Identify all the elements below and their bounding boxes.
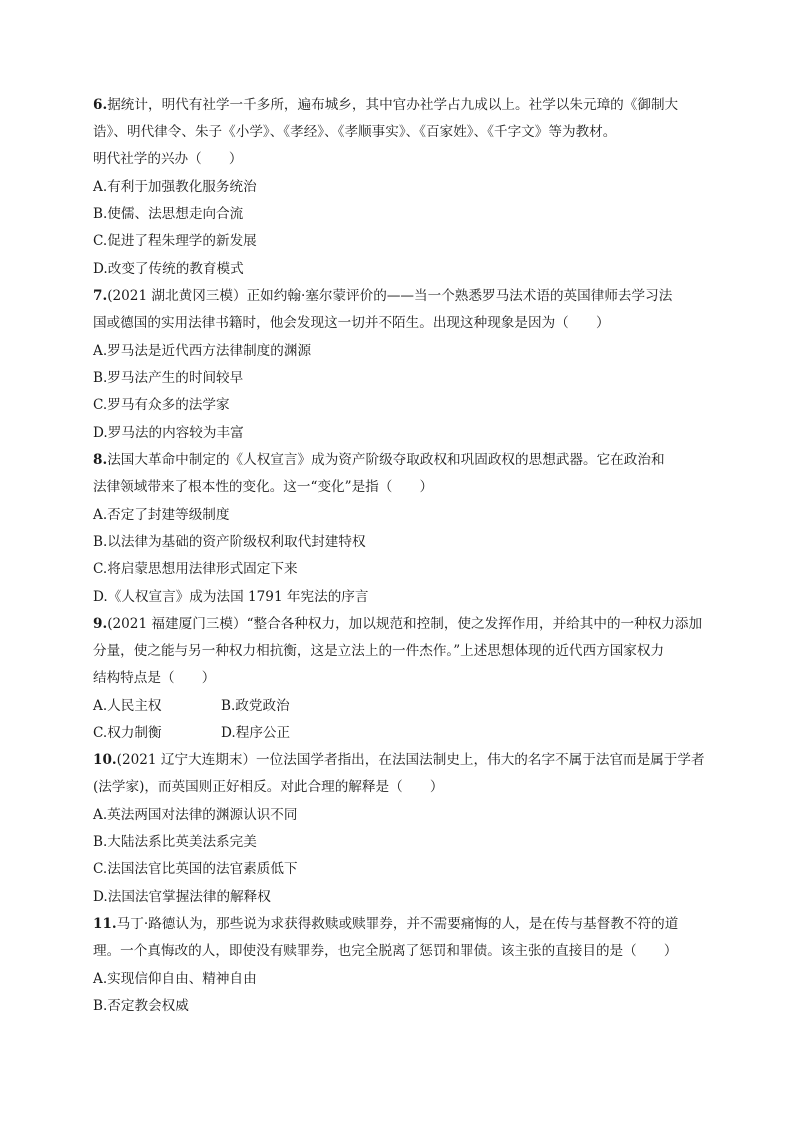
question-number: 11. xyxy=(93,916,117,932)
option-6c: C.促进了程朱理学的新发展 xyxy=(93,233,257,249)
question-number: 6. xyxy=(93,97,108,113)
option-8a: A.否定了封建等级制度 xyxy=(93,507,230,523)
question-11-line-2: 理。一个真悔改的人，即使没有赎罪券，也完全脱离了惩罚和罪债。该主张的直接目的是（ ） xyxy=(93,943,678,959)
question-11-line-1 xyxy=(93,914,714,934)
option-11b: B.否定教会权威 xyxy=(93,998,189,1014)
question-10-line-1 xyxy=(93,750,714,770)
question-9-line-1 xyxy=(93,614,714,634)
option-9c: C.权力制衡 xyxy=(93,725,162,741)
option-row-9-cd xyxy=(93,723,714,743)
option-8d: D.《人权宣言》成为法国 1791 年宪法的序言 xyxy=(93,589,369,605)
option-10a: A.英法两国对法律的渊源认识不同 xyxy=(93,807,298,823)
question-6-line-1 xyxy=(93,95,714,115)
option-8c: C.将启蒙思想用法律形式固定下来 xyxy=(93,561,298,577)
question-9-line-3: 结构特点是（ ） xyxy=(93,670,216,686)
question-10-line-2: (法学家)，而英国则正好相反。对此合理的解释是（ ） xyxy=(93,779,444,795)
question-text: 法国大革命中制定的《人权宣言》成为资产阶级夺取政权和巩固政权的思想武器。它在政治和 xyxy=(107,452,665,468)
option-7a: A.罗马法是近代西方法律制度的渊源 xyxy=(93,343,312,359)
question-7-line-1 xyxy=(93,286,714,306)
option-7c: C.罗马有众多的法学家 xyxy=(93,397,230,413)
option-11a: A.实现信仰自由、精神自由 xyxy=(93,971,257,987)
question-number: 7. xyxy=(93,288,108,304)
question-8-line-2: 法律领域带来了根本性的变化。这一“变化”是指（ ） xyxy=(93,479,434,495)
question-number: 8. xyxy=(93,452,108,468)
option-6d: D.改变了传统的教育模式 xyxy=(93,261,244,277)
question-7-line-2: 国或德国的实用法律书籍时，他会发现这一切并不陌生。出现这种现象是因为（ ） xyxy=(93,315,610,331)
option-9b: B.政党政治 xyxy=(221,698,290,714)
option-9a: A.人民主权 xyxy=(93,698,162,714)
option-10b: B.大陆法系比英美法系完美 xyxy=(93,834,257,850)
option-8b: B.以法律为基础的资产阶级权利取代封建特权 xyxy=(93,534,366,550)
option-7d: D.罗马法的内容较为丰富 xyxy=(93,425,244,441)
question-8-line-1 xyxy=(93,450,714,470)
question-text: 马丁·路德认为，那些说为求获得救赎或赎罪券，并不需要痛悔的人，是在传与基督教不符的道 xyxy=(116,916,679,932)
option-10c: C.法国法官比英国的法官素质低下 xyxy=(93,861,298,877)
question-text: (2021 湖北黄冈三模）正如约翰·塞尔蒙评价的——当一个熟悉罗马法术语的英国律师去学习法 xyxy=(107,288,673,304)
question-number: 9. xyxy=(93,616,108,632)
option-6a: A.有利于加强教化服务统治 xyxy=(93,179,257,195)
option-9d: D.程序公正 xyxy=(221,725,291,741)
question-text: (2021 福建厦门三模）“整合各种权力，加以规范和控制，使之发挥作用，并给其中的一种权力添加 xyxy=(107,616,703,632)
question-6-line-2: 诰》、明代律令、朱子《小学》、《孝经》、《孝顺事实》、《百家姓》、《千字文》等为教材。 xyxy=(93,124,617,140)
option-10d: D.法国法官掌握法律的解释权 xyxy=(93,889,271,905)
question-text: (2021 辽宁大连期末）一位法国学者指出，在法国法制史上，伟大的名字不属于法官而是属于学者 xyxy=(116,752,705,768)
option-row-9-ab xyxy=(93,696,714,716)
question-text: 据统计，明代有社学一千多所，遍布城乡，其中官办社学占九成以上。社学以朱元璋的《御制大 xyxy=(107,97,679,113)
question-number: 10. xyxy=(93,752,117,768)
option-7b: B.罗马法产生的时间较早 xyxy=(93,370,244,386)
option-6b: B.使儒、法思想走向合流 xyxy=(93,206,244,222)
question-6-line-3: 明代社学的兴办（ ） xyxy=(93,151,243,167)
question-9-line-2: 分量，使之能与另一种权力相抗衡，这是立法上的一件杰作。”上述思想体现的近代西方国家权力 xyxy=(93,643,665,659)
